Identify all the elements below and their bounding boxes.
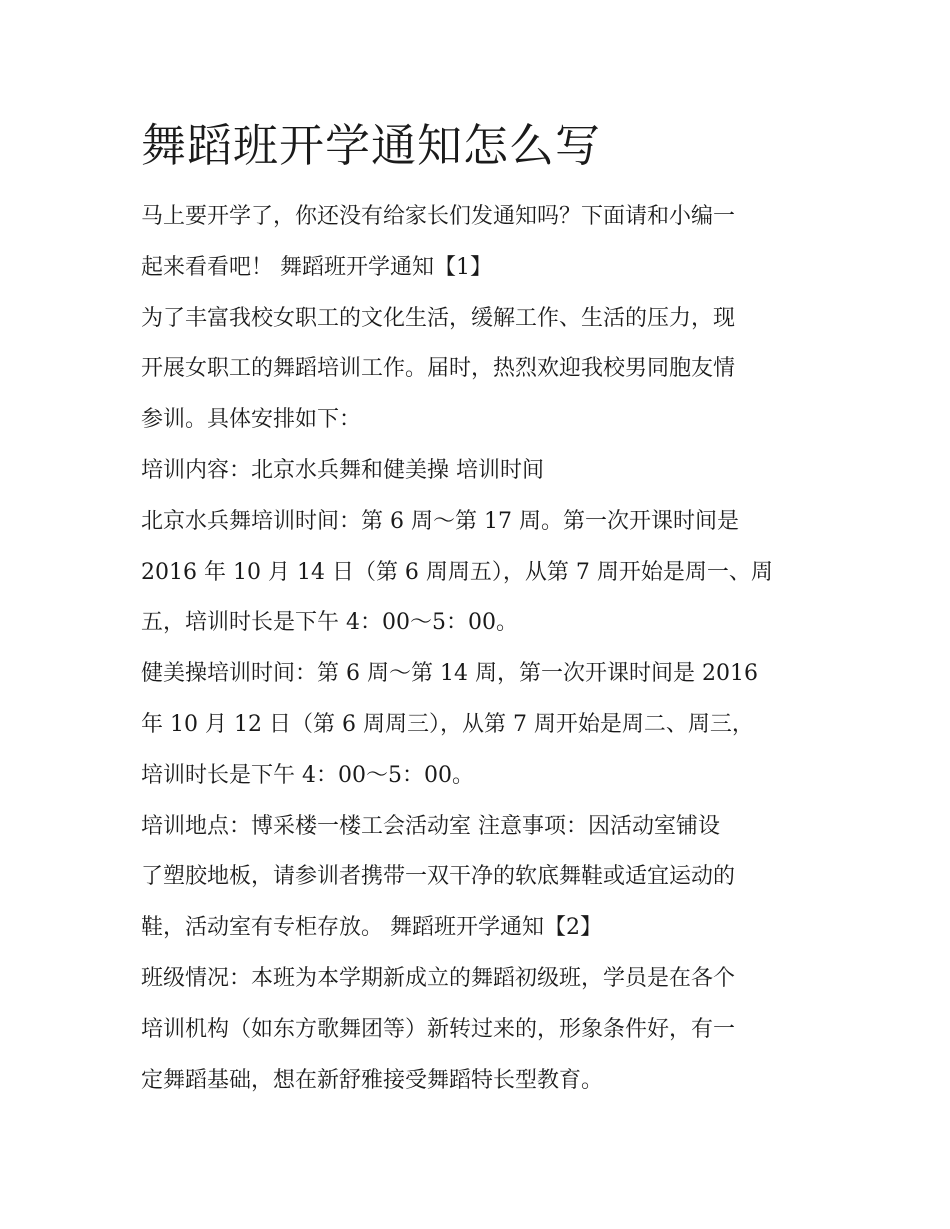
body-line-6: 培训内容：北京水兵舞和健美操 培训时间: [141, 457, 544, 483]
body-line-8: 2016 年 10 月 14 日（第 6 周周五），从第 7 周开始是周一、周: [141, 559, 773, 585]
body-line-12: 培训时长是下午 4：00～5：00。: [141, 762, 474, 788]
body-line-1: 马上要开学了，你还没有给家长们发通知吗？下面请和小编一: [141, 204, 736, 229]
body-line-2: 起来看看吧！ 舞蹈班开学通知【1】: [141, 254, 492, 280]
body-line-14: 了塑胶地板，请参训者携带一双干净的软底舞鞋或适宜运动的: [141, 864, 736, 890]
body-line-10: 健美操培训时间：第 6 周～第 14 周，第一次开课时间是 2016: [141, 661, 758, 687]
body-line-9: 五，培训时长是下午 4：00～5：00。: [141, 610, 518, 636]
body-line-11: 年 10 月 12 日（第 6 周周三），从第 7 周开始是周二、周三，: [141, 711, 754, 737]
body-line-13: 培训地点：博采楼一楼工会活动室 注意事项：因活动室铺设: [141, 813, 720, 839]
page-title: 舞蹈班开学通知怎么写: [141, 119, 602, 172]
body-line-16: 班级情况：本班为本学期新成立的舞蹈初级班，学员是在各个: [141, 965, 736, 991]
body-line-7: 北京水兵舞培训时间：第 6 周～第 17 周。第一次开课时间是: [141, 508, 739, 534]
body-line-3: 为了丰富我校女职工的文化生活，缓解工作、生活的压力，现: [141, 305, 736, 331]
document-page: [141, 112, 821, 1106]
body-line-17: 培训机构（如东方歌舞团等）新转过来的，形象条件好，有一: [141, 1016, 736, 1042]
body-line-18: 定舞蹈基础，想在新舒雅接受舞蹈特长型教育。: [141, 1067, 604, 1093]
body-line-15: 鞋，活动室有专柜存放。 舞蹈班开学通知【2】: [141, 915, 602, 941]
body-line-5: 参训。具体安排如下：: [141, 407, 362, 433]
body-line-4: 开展女职工的舞蹈培训工作。届时，热烈欢迎我校男同胞友情: [141, 356, 736, 382]
